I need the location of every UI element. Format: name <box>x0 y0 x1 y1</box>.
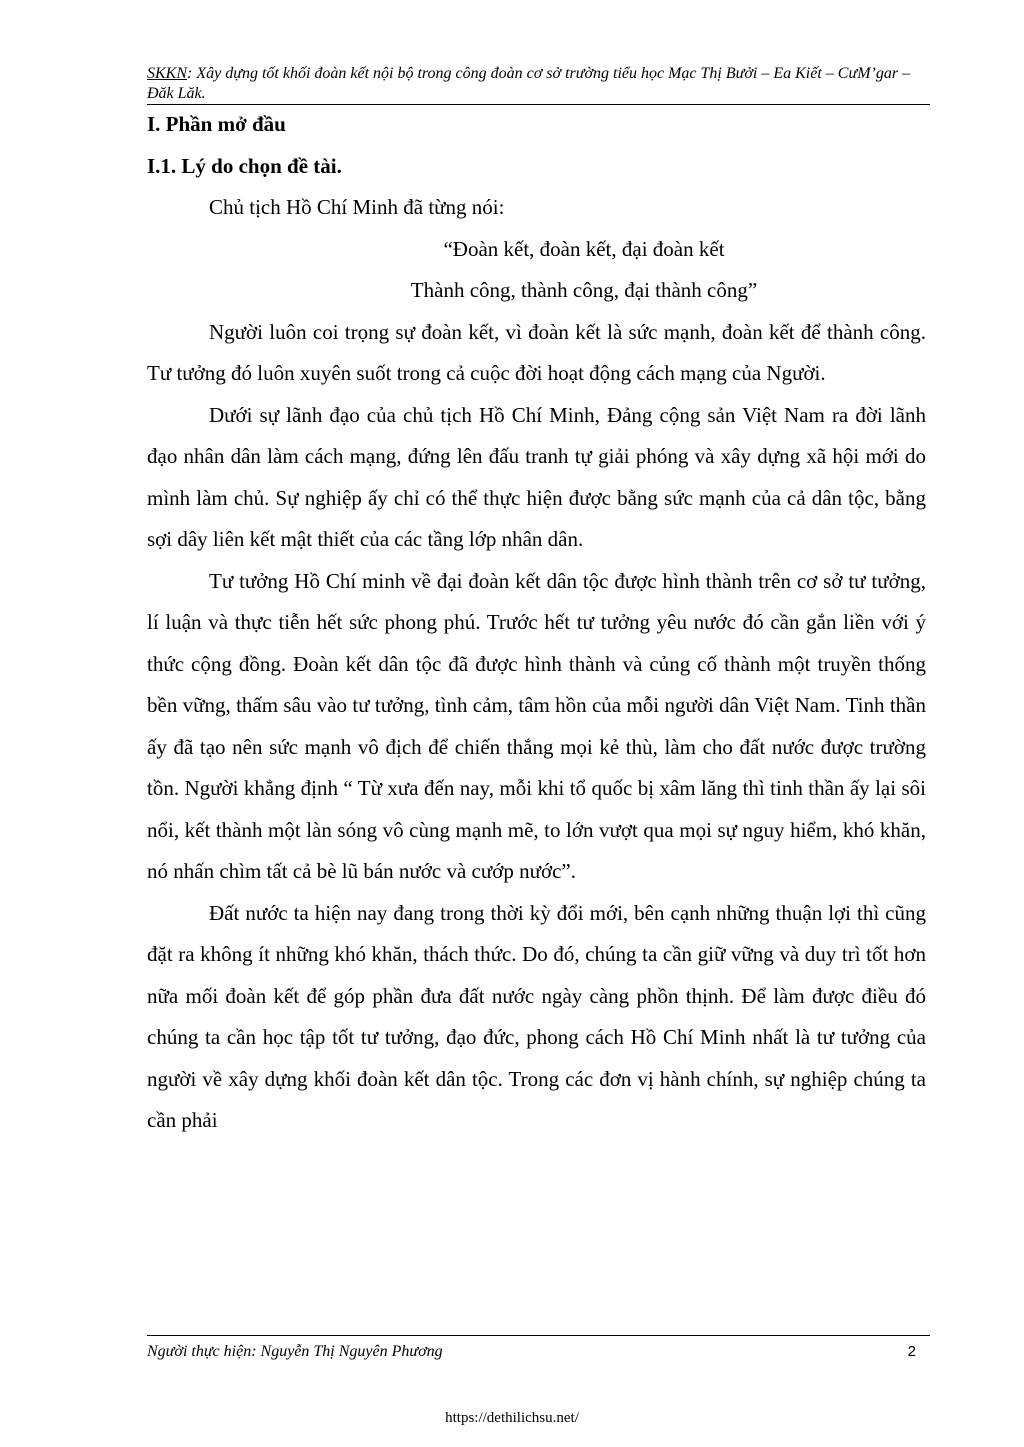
quote-intro: Chủ tịch Hồ Chí Minh đã từng nói: <box>209 195 505 219</box>
page-number: 2 <box>907 1343 916 1360</box>
header-abbreviation: SKKN <box>147 65 188 82</box>
quote-line-1: “Đoàn kết, đoàn kết, đại đoàn kết <box>443 236 725 261</box>
section-heading: I. Phần mở đầu <box>147 112 286 136</box>
paragraph-4: Đất nước ta hiện nay đang trong thời kỳ đổi mới, bên cạnh những thuận lợi thì cũng đặt ra không ít những khó khăn, thách thức. Do đó, chúng ta cần giữ vững và duy trì tốt hơn nữa mối đoàn kết để góp phần đưa đất nước ngày càng phồn thịnh. Để làm được điều đó chúng ta cần học tập tốt tư tưởng, đạo đức, phong cách Hồ Chí Minh nhất là tư tưởng của người về xây dựng khối đoàn kết dân tộc. Trong các đơn vị hành chính, sự nghiệp chúng ta cần phải <box>147 900 926 1132</box>
paragraph-2: Dưới sự lãnh đạo của chủ tịch Hồ Chí Minh, Đảng cộng sản Việt Nam ra đời lãnh đạo nhân dân làm cách mạng, đứng lên đấu tranh tự giải phóng và xây dựng xã hội mới do mình làm chủ. Sự nghiệp ấy chỉ có thể thực hiện được bằng sức mạnh của cả dân tộc, bằng sợi dây liên kết mật thiết của các tầng lớp nhân dân. <box>147 402 926 551</box>
page-header <box>147 64 930 105</box>
subsection-heading: I.1. Lý do chọn đề tài. <box>147 153 342 178</box>
document-body <box>147 104 926 1142</box>
page-footer <box>147 1335 930 1362</box>
footer-author: Người thực hiện: Nguyễn Thị Nguyên Phương <box>147 1343 443 1360</box>
header-title: : Xây dựng tốt khối đoàn kết nội bộ trong công đoàn cơ sở trường tiểu học Mạc Thị Bưởi – Ea Kiết – CưM’gar – Đăk Lăk. <box>147 65 911 102</box>
paragraph-3: Tư tưởng Hồ Chí minh về đại đoàn kết dân tộc được hình thành trên cơ sở tư tưởng, lí luận và thực tiễn hết sức phong phú. Trước hết tư tưởng yêu nước đó cần gắn liền với ý thức cộng đồng. Đoàn kết dân tộc đã được hình thành và củng cố thành một truyền thống bền vững, thấm sâu vào tư tưởng, tình cảm, tâm hồn của mỗi người dân Việt Nam. Tinh thần ấy đã tạo nên sức mạnh vô địch để chiến thắng mọi kẻ thù, làm cho đất nước được trường tồn. Người khẳng định “ Từ xưa đến nay, mỗi khi tổ quốc bị xâm lăng thì tinh thần ấy lại sôi nổi, kết thành một làn sóng vô cùng mạnh mẽ, to lớn vượt qua mọi sự nguy hiểm, khó khăn, nó nhấn chìm tất cả bè lũ bán nước và cướp nước”. <box>147 568 926 883</box>
quote-line-2: Thành công, thành công, đại thành công” <box>410 278 758 302</box>
source-url: https://dethilichsu.net/ <box>445 1410 579 1426</box>
paragraph-1: Người luôn coi trọng sự đoàn kết, vì đoàn kết là sức mạnh, đoàn kết để thành công. Tư tưởng đó luôn xuyên suốt trong cả cuộc đời hoạt động cách mạng của Người. <box>147 319 926 385</box>
